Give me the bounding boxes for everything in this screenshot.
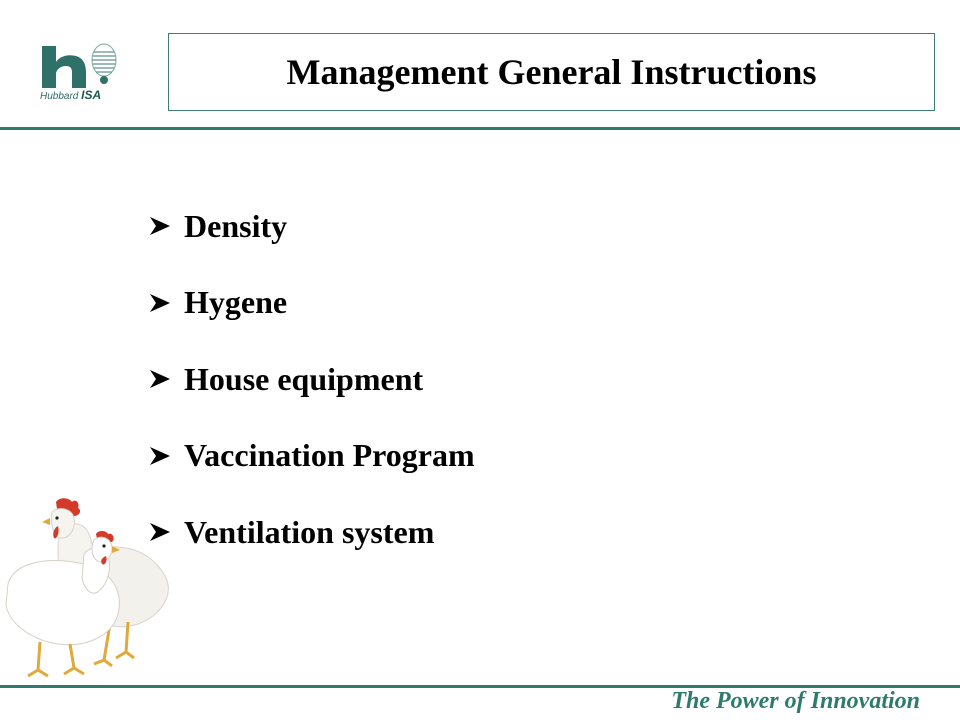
list-item bbox=[148, 512, 475, 552]
chickens-illustration bbox=[0, 492, 178, 680]
hubbard-logo-icon bbox=[38, 40, 122, 90]
logo-brand-text: Hubbard bbox=[40, 91, 79, 102]
hubbard-isa-logo bbox=[38, 40, 122, 106]
list-item bbox=[148, 206, 475, 246]
arrow-bullet-icon bbox=[148, 443, 172, 469]
bullet-label: House equipment bbox=[184, 360, 424, 397]
list-item bbox=[148, 436, 475, 476]
arrow-bullet-icon bbox=[148, 366, 172, 392]
arrow-bullet-icon bbox=[148, 213, 172, 239]
bullet-label: Ventilation system bbox=[184, 513, 435, 550]
bullet-label: Vaccination Program bbox=[184, 437, 475, 473]
footer-tagline: The Power of Innovation bbox=[671, 688, 920, 714]
bullet-label: Hygene bbox=[184, 284, 288, 320]
page-title: Management General Instructions bbox=[286, 52, 817, 92]
list-item bbox=[148, 283, 475, 323]
title-box bbox=[168, 33, 935, 111]
bullet-label: Density bbox=[184, 207, 288, 244]
logo-wordmark bbox=[40, 88, 124, 102]
logo-sub-text: ISA bbox=[81, 88, 102, 102]
list-item bbox=[148, 359, 475, 399]
header-divider bbox=[0, 127, 960, 130]
arrow-bullet-icon bbox=[148, 290, 172, 316]
bullet-list bbox=[148, 206, 475, 589]
